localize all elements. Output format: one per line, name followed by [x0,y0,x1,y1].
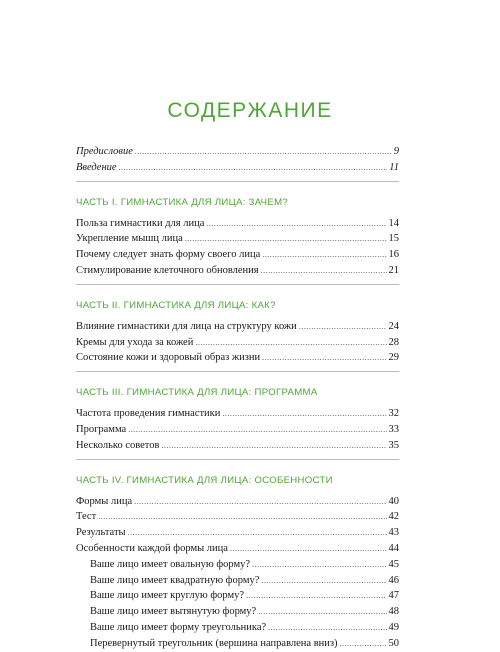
toc-entry-page: 44 [388,542,399,554]
toc-entry-label: Перевернутый треугольник (вершина направлена вниз) [90,637,338,649]
toc-leader-dots [185,231,387,247]
toc-entry-label: Укрепление мышц лица [76,233,183,245]
toc-entry-page: 35 [388,439,399,451]
toc-leader-dots [261,263,387,279]
toc-entry-page: 42 [388,511,399,523]
toc-entry-page: 45 [388,558,399,570]
toc-subentry[interactable] [76,573,399,589]
section-divider [76,371,399,372]
toc-leader-dots [268,620,386,636]
toc-leader-dots [128,525,387,541]
toc-entry-page: 15 [388,233,399,245]
toc-leader-dots [261,573,386,589]
table-of-contents [76,144,399,652]
part-heading: ЧАСТЬ I. ГИМНАСТИКА ДЛЯ ЛИЦА: ЗАЧЕМ? [76,196,288,208]
toc-entry-page: 21 [388,264,399,276]
toc-leader-dots [128,422,386,438]
toc-entry-label: Состояние кожи и здоровый образ жизни [76,352,261,364]
toc-entry[interactable] [76,422,399,438]
toc-entry-label: Несколько советов [76,439,160,451]
toc-entry[interactable] [76,509,399,525]
toc-leader-dots [195,335,386,351]
toc-part-3 [76,386,399,459]
page-title: СОДЕРЖАНИЕ [167,99,333,122]
toc-entry-label: Программа [76,423,127,435]
toc-leader-dots [340,636,387,652]
section-divider [76,284,399,285]
toc-leader-dots [161,438,386,454]
toc-leader-dots [299,319,387,335]
toc-entry-page: 14 [388,217,399,229]
toc-entry-label: Кремы для ухода за кожей [76,336,194,348]
toc-entry-page: 48 [388,606,399,618]
toc-entry[interactable] [76,541,399,557]
toc-entry-label: Частота проведения гимнастики [76,408,221,420]
toc-entry-page: 32 [388,408,399,420]
toc-entry-label: Введение [76,161,117,173]
toc-entry-label: Предисловие [76,146,133,157]
toc-entry-page: 46 [388,574,399,586]
toc-intro-group [76,144,399,182]
toc-entry-preface[interactable] [76,144,399,160]
toc-entry[interactable] [76,319,399,335]
toc-part-1 [76,196,399,285]
toc-entry[interactable] [76,231,399,247]
toc-entry-label: Особенности каждой формы лица [76,542,228,554]
toc-entry-page: 40 [388,495,399,507]
toc-leader-dots [119,160,388,176]
toc-leader-dots [258,604,386,620]
toc-entry-page: 9 [393,146,399,157]
toc-entry-label: Польза гимнастики для лица [76,217,205,229]
toc-entry-page: 47 [388,590,399,602]
toc-entry-label: Ваше лицо имеет вытянутую форму? [90,606,257,618]
toc-leader-dots [206,216,386,232]
toc-entry[interactable] [76,350,399,366]
toc-part-2 [76,299,399,372]
toc-leader-dots [262,247,386,263]
toc-leader-dots [252,557,386,573]
toc-leader-dots [98,509,386,525]
toc-subentry[interactable] [76,557,399,573]
toc-entry-label: Ваше лицо имеет форму треугольника? [90,621,267,633]
part-heading: ЧАСТЬ III. ГИМНАСТИКА ДЛЯ ЛИЦА: ПРОГРАММА [76,387,318,399]
part-heading: ЧАСТЬ IV. ГИМНАСТИКА ДЛЯ ЛИЦА: ОСОБЕННОСТИ [76,474,333,486]
toc-entry[interactable] [76,438,399,454]
toc-leader-dots [230,541,387,557]
toc-part-4 [76,474,399,652]
toc-leader-dots [246,588,386,604]
toc-entry-label: Тест [76,511,97,523]
toc-leader-dots [135,144,392,160]
toc-entry-page: 11 [389,161,399,173]
section-divider [76,459,399,460]
section-divider [76,181,399,182]
toc-subentry[interactable] [76,636,399,652]
toc-entry-page: 29 [388,352,399,364]
toc-leader-dots [134,494,386,510]
toc-entry-page: 49 [388,621,399,633]
toc-entry-label: Ваше лицо имеет круглую форму? [90,590,245,602]
toc-entry-label: Стимулирование клеточного обновления [76,264,259,276]
toc-entry[interactable] [76,263,399,279]
toc-entry-label: Ваше лицо имеет квадратную форму? [90,574,260,586]
toc-entry-label: Формы лица [76,495,133,507]
toc-entry-label: Влияние гимнастики для лица на структуру кожи [76,320,297,332]
part-heading: ЧАСТЬ II. ГИМНАСТИКА ДЛЯ ЛИЦА: КАК? [76,299,276,311]
toc-entry-page: 24 [388,320,399,332]
toc-entry-label: Результаты [76,527,126,539]
toc-entry[interactable] [76,216,399,232]
toc-subentry[interactable] [76,588,399,604]
toc-entry-page: 50 [388,637,399,649]
toc-entry-page: 43 [388,527,399,539]
toc-entry[interactable] [76,494,399,510]
toc-entry[interactable] [76,247,399,263]
toc-entry-page: 16 [388,249,399,261]
toc-entry-introduction[interactable] [76,160,399,176]
toc-entry-page: 28 [388,336,399,348]
toc-leader-dots [222,406,386,422]
toc-entry[interactable] [76,406,399,422]
toc-entry-label: Ваше лицо имеет овальную форму? [90,558,251,570]
toc-entry[interactable] [76,335,399,351]
toc-subentry[interactable] [76,604,399,620]
toc-leader-dots [262,350,386,366]
toc-entry[interactable] [76,525,399,541]
toc-entry-label: Почему следует знать форму своего лица [76,249,261,261]
toc-entry-page: 33 [388,423,399,435]
toc-subentry[interactable] [76,620,399,636]
